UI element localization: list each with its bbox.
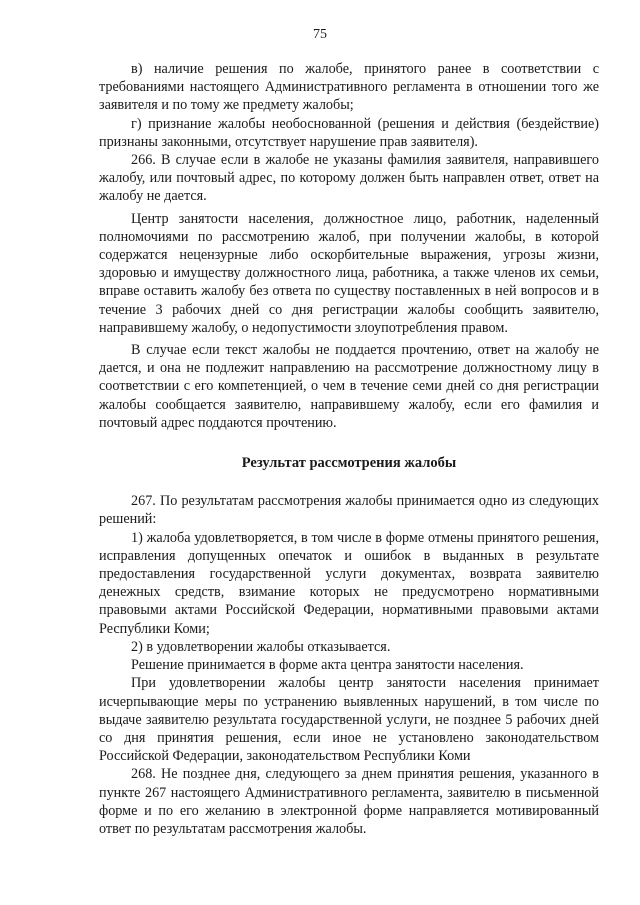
paragraph-266: 266. В случае если в жалобе не указаны фамилия заявителя, направившего жалобу, или почтовый адрес, по которому должен быть направлен ответ, ответ на жалобу не дается. bbox=[99, 152, 599, 205]
section-heading: Результат рассмотрения жалобы bbox=[241, 455, 457, 472]
list-item-1: 1) жалоба удовлетворяется, в том числе в форме отмены принятого решения, исправления допущенных опечаток и ошибок в выданных в результате предоставления государственной услуги документах, возврата заявителю денежных средств, взимание которых не предусмотрено нормативными правовыми актами Российской Федерации, нормативными правовыми актами Республики Коми; bbox=[99, 529, 599, 637]
page-number: 75 bbox=[313, 27, 327, 42]
paragraph-267: 267. По результатам рассмотрения жалобы принимается одно из следующих решений: bbox=[99, 493, 599, 528]
paragraph-unreadable-complaint: В случае если текст жалобы не поддается прочтению, ответ на жалобу не дается, и она не подлежит направлению на рассмотрение должностному лицу в соответствии с его компетенцией, о чем в течение семи дней со дня регистрации жалобы сообщается заявителю, направившему жалобу, если его фамилия и почтовый адрес поддаются прочтению. bbox=[99, 342, 599, 431]
list-item-2: 2) в удовлетворении жалобы отказывается. bbox=[131, 638, 391, 655]
paragraph-268: 268. Не позднее дня, следующего за днем принятия решения, указанного в пункте 267 настоящего Административного регламента, заявителю в письменной форме и по его желанию в электронной форме направляется мотивированный ответ по результатам рассмотрения жалобы. bbox=[99, 766, 599, 837]
paragraph-g: г) признание жалобы необоснованной (решения и действия (бездействие) признаны законными, отсутствует нарушение прав заявителя). bbox=[99, 115, 599, 150]
paragraph-decision-form: Решение принимается в форме акта центра занятости населения. bbox=[131, 657, 524, 674]
document-body bbox=[99, 60, 599, 838]
paragraph-abusive-complaint: Центр занятости населения, должностное лицо, работник, наделенный полномочиями по рассмотрению жалоб, при получении жалобы, в которой содержатся нецензурные либо оскорбительные выражения, угрозы жизни, здоровью и имуществу должностного лица, работника, а также членов их семьи, вправе оставить жалобу без ответа по существу поставленных в ней вопросов и в течение 3 рабочих дней со дня регистрации жалобы сообщить заявителю, направившему жалобу, о недопустимости злоупотребления правом. bbox=[99, 210, 599, 336]
paragraph-satisfaction-measures: При удовлетворении жалобы центр занятости населения принимает исчерпывающие меры по устранению выявленных нарушений, в том числе по выдаче заявителю результата государственной услуги, не позднее 5 рабочих дней со дня принятия решения, если иное не установлено законодательством Российской Федерации, законодательством Республики Коми bbox=[99, 675, 599, 765]
paragraph-v: в) наличие решения по жалобе, принятого ранее в соответствии с требованиями настоящего Административного регламента в отношении того же заявителя и по тому же предмету жалобы; bbox=[99, 61, 599, 114]
